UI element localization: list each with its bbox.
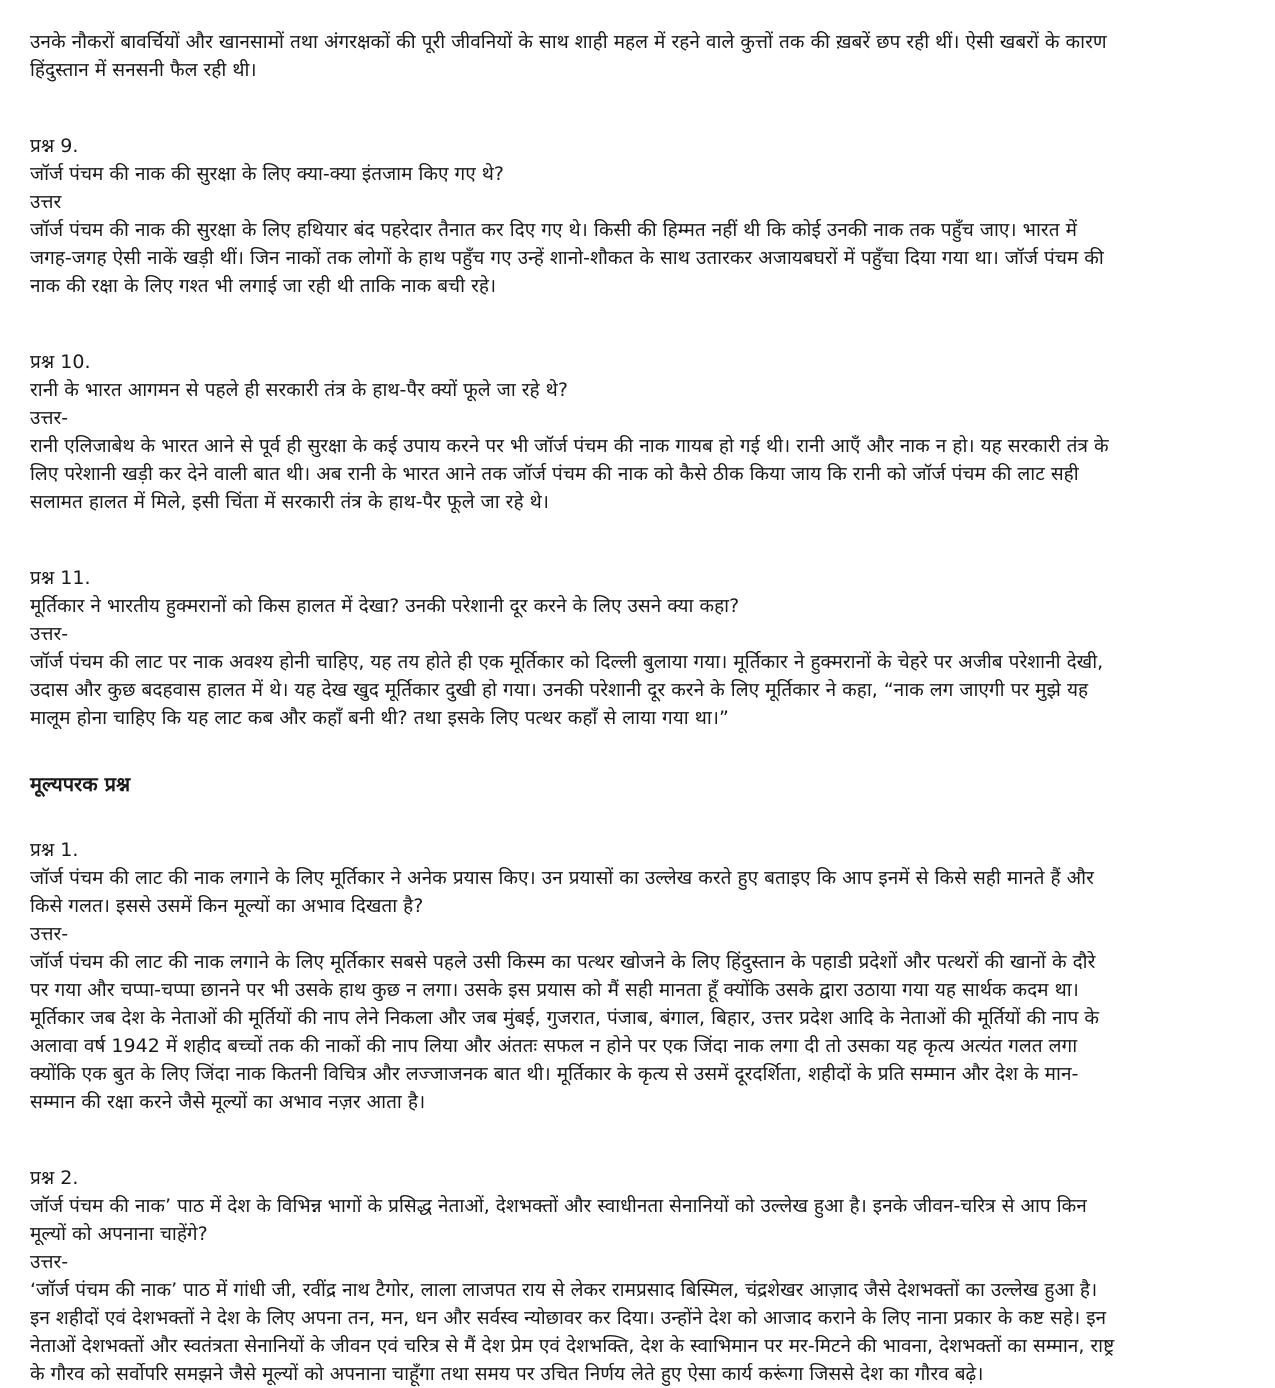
answer-line: सलामत हालत में मिले, इसी चिंता में सरकारी तंत्र के हाथ-पैर फूले जा रहे थे। (30, 491, 549, 513)
answer-label: उत्तर- (30, 1251, 69, 1273)
paragraph-line: उनके नौकरों बावर्चियों और खानसामों तथा अंगरक्षकों की पूरी जीवनियों के साथ शाही महल में रहने वाले कुत्तों तक की ख़बरें छप रही थीं। ऐसी खबरों के कारण (30, 31, 1107, 53)
answer-line: जॉर्ज पंचम की लाट की नाक लगाने के लिए मूर्तिकार सबसे पहले उसी किस्म का पत्थर खोजने के लिए हिंदुस्तान के पहाडी प्रदेशों और पत्थरों की खानों के दौरे (30, 951, 1096, 973)
answer-line: जॉर्ज पंचम की लाट पर नाक अवश्य होनी चाहिए, यह तय होते ही एक मूर्तिकार को दिल्ली बुलाया गया। मूर्तिकार ने हुक्मरानों के चेहरे पर अजीब परेशानी देखी, (30, 651, 1104, 673)
section-heading: मूल्यपरक प्रश्न (30, 772, 131, 796)
question-text: जॉर्ज पंचम की नाक की सुरक्षा के लिए क्या-क्या इंतजाम किए गए थे? (30, 163, 505, 185)
answer-line: इन शहीदों एवं देशभक्तों ने देश के लिए अपना तन, मन, धन और सर्वस्व न्योछावर कर दिया। उन्होंने देश को आजाद कराने के लिए नाना प्रकार के कष्ट सहे। इन (30, 1307, 1107, 1329)
question-number: प्रश्न 10. (30, 351, 91, 373)
question-block-10 (30, 348, 1267, 516)
answer-label: उत्तर (30, 191, 62, 213)
answer-line: जॉर्ज पंचम की नाक की सुरक्षा के लिए हथियार बंद पहरेदार तैनात कर दिए गए थे। किसी की हिम्मत नहीं थी कि कोई उनकी नाक तक पहुँच जाए। भारत में (30, 219, 1077, 241)
question-text: मूल्यों को अपनाना चाहेंगे? (30, 1223, 208, 1245)
answer-label: उत्तर- (30, 923, 69, 945)
question-number: प्रश्न 9. (30, 135, 79, 157)
answer-line: लिए परेशानी खड़ी कर देने वाली बात थी। अब रानी के भारत आने तक जॉर्ज पंचम की नाक को कैसे ठीक किया जाय कि रानी को जॉर्ज पंचम की लाट सही (30, 463, 1079, 485)
answer-line: अलावा वर्ष 1942 में शहीद बच्चों तक की नाकों की नाप लिया और अंततः सफल न होने पर एक जिंदा नाक लगा दी तो उसका यह कृत्य अत्यंत गलत लगा (30, 1035, 1078, 1057)
answer-line: मूर्तिकार जब देश के नेताओं की मूर्तियों की नाप लेने निकला और जब मुंबई, गुजरात, पंजाब, बंगाल, बिहार, उत्तर प्रदेश आदि के नेताओं की मूर्तियों की नाप के (30, 1007, 1099, 1029)
answer-line: सम्मान की रक्षा करने जैसे मूल्यों का अभाव नज़र आता है। (30, 1091, 426, 1113)
value-question-block-1 (30, 836, 1267, 1116)
answer-label: उत्तर- (30, 623, 69, 645)
question-number: प्रश्न 11. (30, 567, 91, 589)
answer-line: मालूम होना चाहिए कि यह लाट कब और कहाँ बनी थी? तथा इसके लिए पत्थर कहाँ से लाया गया था।” (30, 707, 729, 729)
answer-line: नेताओं देशभक्तों और स्वतंत्रता सेनानियों के जीवन एवं चरित्र से मैं देश प्रेम एवं देशभक्ति, देश के स्वाभिमान पर मर-मिटने की भावना, देशभक्तों का सम्मान, राष्ट्र (30, 1335, 1115, 1357)
question-text: किसे गलत। इससे उसमें किन मूल्यों का अभाव दिखता है? (30, 895, 424, 917)
question-block-11 (30, 564, 1267, 732)
paragraph-line: हिंदुस्तान में सनसनी फैल रही थी। (30, 59, 257, 81)
question-block-9 (30, 132, 1267, 300)
question-text: रानी के भारत आगमन से पहले ही सरकारी तंत्र के हाथ-पैर क्यों फूले जा रहे थे? (30, 379, 568, 401)
question-text: जॉर्ज पंचम की नाक’ पाठ में देश के विभिन्न भागों के प्रसिद्ध नेताओं, देशभक्तों और स्वाधीनता सेनानियों को उल्लेख हुआ है। इनके जीवन-चरित्र से आप किन (30, 1195, 1087, 1217)
question-text: मूर्तिकार ने भारतीय हुक्मरानों को किस हालत में देखा? उनकी परेशानी दूर करने के लिए उसने क्या कहा? (30, 595, 740, 617)
answer-line: ‘जॉर्ज पंचम की नाक’ पाठ में गांधी जी, रवींद्र नाथ टैगोर, लाला लाजपत राय से लेकर रामप्रसाद बिस्मिल, चंद्रशेखर आज़ाद जैसे देशभक्तों का उल्लेख हुआ है। (30, 1279, 1098, 1301)
answer-line: उदास और कुछ बदहवास हालत में थे। यह देख खुद मूर्तिकार दुखी हो गया। उनकी परेशानी दूर करने के लिए मूर्तिकार ने कहा, “नाक लग जाएगी पर मुझे यह (30, 679, 1089, 701)
answer-label: उत्तर- (30, 407, 69, 429)
answer-line: के गौरव को सर्वोपरि समझने जैसे मूल्यों को अपनाना चाहूँगा तथा समय पर उचित निर्णय लेते हुए ऐसा कार्य करूंगा जिससे देश का गौरव बढ़े। (30, 1363, 984, 1385)
answer-line: पर गया और चप्पा-चप्पा छानने पर भी उसके हाथ कुछ न लगा। उसके इस प्रयास को मैं सही मानता हूँ क्योंकि उसके द्वारा उठाया गया यह सार्थक कदम था। (30, 979, 1079, 1001)
answer-line: नाक की रक्षा के लिए गश्त भी लगाई जा रही थी ताकि नाक बची रहे। (30, 275, 497, 297)
value-question-block-2 (30, 1164, 1267, 1388)
question-number: प्रश्न 1. (30, 839, 79, 861)
question-text: जॉर्ज पंचम की लाट की नाक लगाने के लिए मूर्तिकार ने अनेक प्रयास किए। उन प्रयासों का उल्लेख करते हुए बताइए कि आप इनमें से किसे सही मानते हैं और (30, 867, 1094, 889)
answer-line: क्योंकि एक बुत के लिए जिंदा नाक कितनी विचित्र और लज्जाजनक बात थी। मूर्तिकार के कृत्य से उसमें दूरदर्शिता, शहीदों के प्रति सम्मान और देश के मान- (30, 1063, 1079, 1085)
answer-line: जगह-जगह ऐसी नाकें खड़ी थीं। जिन नाकों तक लोगों के हाथ पहुँच गए उन्हें शानो-शौकत के साथ उतारकर अजायबघरों में पहुँचा दिया गया था। जॉर्ज पंचम की (30, 247, 1104, 269)
question-number: प्रश्न 2. (30, 1167, 79, 1189)
answer-line: रानी एलिजाबेथ के भारत आने से पूर्व ही सुरक्षा के कई उपाय करने पर भी जॉर्ज पंचम की नाक गायब हो गई थी। रानी आएँ और नाक न हो। यह सरकारी तंत्र के (30, 435, 1109, 457)
intro-paragraph (30, 28, 1267, 84)
